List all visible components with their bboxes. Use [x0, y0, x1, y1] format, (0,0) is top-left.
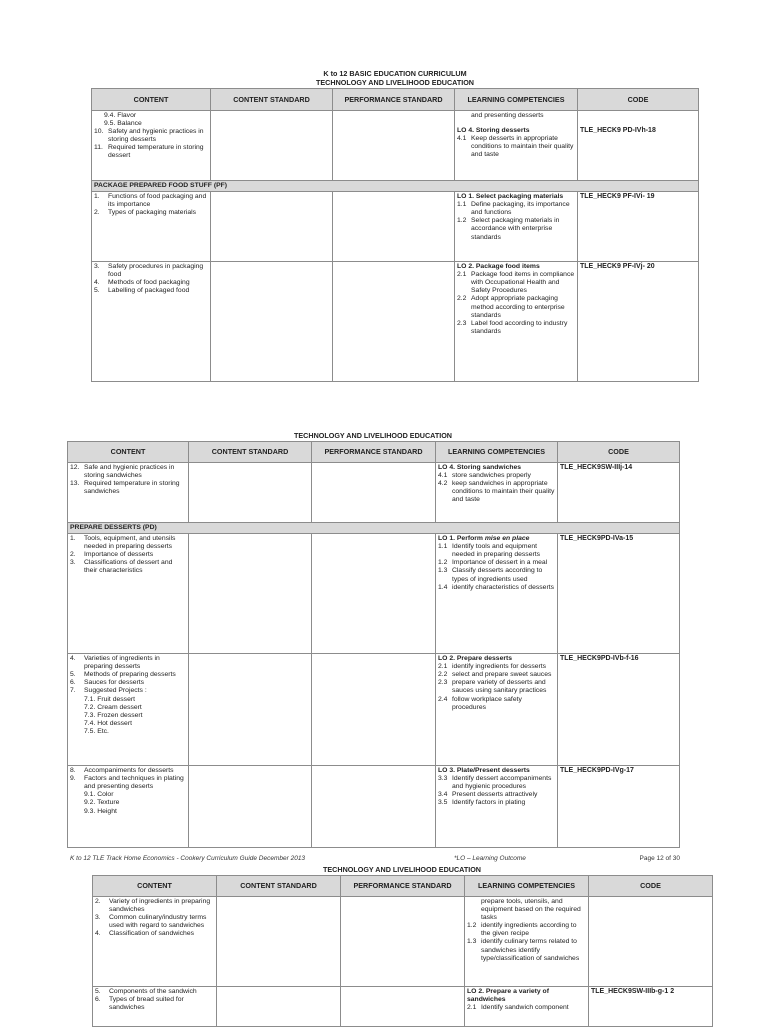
header-content-standard: CONTENT STANDARD [211, 89, 333, 111]
competencies-cell [436, 463, 558, 523]
item-number: 6. [70, 679, 76, 687]
content-standard-cell [189, 766, 312, 848]
item-number: 8. [70, 767, 76, 775]
item-number: 9. [70, 775, 76, 783]
header-content-standard: CONTENT STANDARD [189, 442, 312, 463]
item-number: 2.4 [438, 695, 448, 703]
item-number: 5. [95, 988, 101, 995]
item-number: 1.2 [438, 559, 448, 567]
item-number: 6. [95, 996, 101, 1004]
header-content: CONTENT [93, 876, 217, 897]
competency-code: TLE_HECK9SW-IIIj-14 [560, 464, 633, 471]
competency-item: identify characteristics of desserts [452, 583, 554, 591]
content-item: Safety procedures in packaging food [108, 263, 204, 279]
header-performance-standard: PERFORMANCE STANDARD [341, 876, 465, 897]
subject-title: TECHNOLOGY AND LIVELIHOOD EDUCATION [316, 77, 474, 87]
competency-item: Define packaging, its importance and functions [471, 201, 570, 217]
content-cell [68, 534, 189, 654]
item-number: 1.3 [467, 938, 477, 946]
performance-standard-cell [312, 534, 436, 654]
header-code: CODE [589, 876, 713, 897]
table-row [93, 987, 713, 1027]
table-row [92, 192, 699, 262]
content-standard-cell [217, 987, 341, 1027]
performance-standard-cell [312, 766, 436, 848]
content-standard-cell [189, 654, 312, 766]
item-number: 3.3 [438, 775, 448, 783]
learning-outcome: LO 4. Storing desserts [457, 127, 530, 135]
competency-item: Identify factors in plating [452, 799, 526, 807]
competencies-cell [465, 897, 589, 987]
item-number: 11. [94, 144, 103, 152]
content-item: Common culinary/industry terms used with regard to sandwiches [109, 914, 207, 930]
header-performance-standard: PERFORMANCE STANDARD [312, 442, 436, 463]
competencies-cell [455, 262, 578, 382]
learning-outcome: LO 1. Select packaging materials [457, 193, 564, 201]
item-number: 10. [94, 128, 104, 136]
content-item: Methods of preparing desserts [84, 671, 176, 679]
table-row [68, 463, 680, 523]
header-content: CONTENT [68, 442, 189, 463]
item-number: 4. [94, 279, 100, 287]
item-number: 12. [70, 464, 80, 471]
curriculum-table-1 [91, 88, 699, 382]
table-row [68, 654, 680, 766]
section-row [68, 523, 680, 534]
learning-outcome: LO 4. Storing sandwiches [438, 464, 522, 471]
item-number: 1. [94, 193, 100, 201]
section-row [92, 181, 699, 192]
competency-item: follow workplace safety procedures [452, 695, 522, 711]
competency-continued: prepare tools, utensils, and equipment based on the required tasks [481, 898, 581, 922]
learning-outcome: LO 2. Package food items [457, 263, 540, 271]
item-number: 1. [70, 535, 76, 543]
footer-lo-note: *LO – Learning Outcome [454, 855, 526, 862]
item-number: 2.2 [457, 295, 467, 303]
content-item: Labelling of packaged food [108, 287, 190, 295]
footer-page-number: Page 12 of 30 [639, 855, 680, 862]
table-row [93, 897, 713, 987]
item-number: 3.5 [438, 799, 448, 807]
content-item: Sauces for desserts [84, 679, 145, 687]
page-footer [70, 855, 680, 865]
item-number: 1.1 [438, 543, 448, 551]
item-number: 2.3 [457, 319, 467, 327]
content-cell [68, 463, 189, 523]
content-item: 7.5. Etc. [84, 727, 109, 735]
item-number: 4.1 [457, 135, 467, 143]
content-item: Required temperature in storing sandwiches [84, 480, 180, 496]
curriculum-table-2 [67, 441, 680, 848]
section-title: PACKAGE PREPARED FOOD STUFF (PF) [92, 181, 699, 192]
item-number: 2.2 [438, 671, 448, 679]
subject-title-3: TECHNOLOGY AND LIVELIHOOD EDUCATION [323, 865, 481, 874]
content-item: Importance of desserts [84, 551, 154, 559]
content-item: 9.5. Balance [104, 120, 142, 128]
content-item: 9.1. Color [84, 791, 114, 799]
performance-standard-cell [312, 654, 436, 766]
item-number: 2.3 [438, 679, 448, 687]
content-cell [92, 262, 211, 382]
item-number: 1.3 [438, 567, 448, 575]
content-cell [93, 897, 217, 987]
table-row [68, 534, 680, 654]
item-number: 2. [94, 209, 100, 217]
content-item: Components of the sandwich [109, 988, 197, 995]
item-number: 3.4 [438, 791, 448, 799]
item-number: 5. [94, 287, 100, 295]
item-number: 3. [95, 914, 101, 922]
content-standard-cell [211, 192, 333, 262]
competency-item: Select packaging materials in accordance with enterprise standards [471, 217, 560, 241]
content-item: Required temperature in storing dessert [108, 144, 204, 160]
content-item: 7.2. Cream dessert [84, 703, 142, 711]
content-item: Accompaniments for desserts [84, 767, 174, 775]
competency-code: TLE_HECK9PD-IVa-15 [560, 535, 634, 543]
competency-item: select and prepare sweet sauces [452, 671, 552, 679]
performance-standard-cell [341, 987, 465, 1027]
competency-item: identify ingredients according to the given recipe [481, 922, 577, 938]
footer-guide: K to 12 TLE Track Home Economics - Cookery Curriculum Guide December 2013 [70, 855, 306, 862]
content-item: Tools, equipment, and utensils needed in preparing desserts [84, 535, 176, 551]
performance-standard-cell [312, 463, 436, 523]
competencies-cell [465, 987, 589, 1027]
curriculum-title: K to 12 BASIC EDUCATION CURRICULUM [323, 69, 467, 78]
competency-code: TLE_HECK9PD-IVg-17 [560, 767, 634, 775]
competencies-cell [455, 192, 578, 262]
item-number: 1.4 [438, 583, 448, 591]
content-item: Safety and hygienic practices in storing desserts [108, 128, 204, 144]
header-content: CONTENT [92, 89, 211, 111]
content-cell [68, 654, 189, 766]
content-item: Factors and techniques in plating and presenting deserts [84, 775, 184, 791]
content-item: 9.4. Flavor [104, 112, 137, 119]
content-item: Types of packaging materials [108, 209, 197, 217]
content-standard-cell [211, 111, 333, 181]
code-cell [589, 987, 713, 1027]
competency-item: Identify tools and equipment needed in preparing desserts [452, 543, 541, 559]
item-number: 1.2 [467, 922, 477, 930]
code-cell [589, 897, 713, 987]
item-number: 1.1 [457, 201, 467, 209]
content-cell [68, 766, 189, 848]
competencies-cell [436, 766, 558, 848]
code-cell [558, 766, 680, 848]
item-number: 13. [70, 480, 80, 488]
competency-code: TLE_HECK9 PF-IVj- 20 [580, 263, 655, 271]
item-number: 4.2 [438, 480, 448, 488]
content-item: Types of bread suited for sandwiches [109, 996, 184, 1012]
content-item: Varieties of ingredients in preparing desserts [84, 655, 160, 671]
header-learning-competencies: LEARNING COMPETENCIES [465, 876, 589, 897]
code-cell [558, 463, 680, 523]
header-code: CODE [578, 89, 699, 111]
competency-item: Package food items in compliance with Occupational Health and Safety Procedures [471, 271, 575, 295]
competency-item: prepare variety of desserts and sauces using sanitary practices [452, 679, 547, 695]
content-cell [93, 987, 217, 1027]
header-performance-standard: PERFORMANCE STANDARD [333, 89, 455, 111]
learning-outcome: LO 2. Prepare desserts [438, 655, 513, 663]
item-number: 5. [70, 671, 76, 679]
item-number: 4. [70, 655, 76, 663]
competency-item: Keep desserts in appropriate conditions to maintain their quality and taste [471, 135, 574, 159]
item-number: 2.1 [467, 1004, 477, 1012]
content-item: Classification of sandwiches [109, 930, 195, 938]
competency-item: identify culinary terms related to sandwiches identify type/classification of sandwiches [481, 938, 580, 962]
code-cell [578, 111, 699, 181]
code-cell [558, 534, 680, 654]
item-number: 2. [95, 898, 101, 905]
curriculum-table-3 [92, 875, 713, 1027]
content-item: Suggested Projects : [84, 687, 147, 695]
content-item: Methods of food packaging [108, 279, 190, 287]
code-cell [578, 262, 699, 382]
header-content-standard: CONTENT STANDARD [217, 876, 341, 897]
competency-item: Identify dessert accompaniments and hygienic procedures [452, 775, 552, 791]
header-learning-competencies: LEARNING COMPETENCIES [436, 442, 558, 463]
table-row [92, 262, 699, 382]
competency-item: Adopt appropriate packaging method according to enterprise standards [471, 295, 565, 319]
code-cell [578, 192, 699, 262]
table-row [68, 766, 680, 848]
performance-standard-cell [341, 897, 465, 987]
competency-item: identify ingredients for desserts [452, 663, 547, 671]
competencies-cell [436, 534, 558, 654]
content-item: Variety of ingredients in preparing sandwiches [109, 898, 211, 914]
learning-outcome: LO 1. Perform [438, 535, 483, 543]
competency-item: Importance of dessert in a meal [452, 559, 548, 567]
content-item: 7.4. Hot dessert [84, 719, 132, 727]
competency-code: TLE_HECK9 PD-IVh-18 [580, 127, 656, 134]
performance-standard-cell [333, 111, 455, 181]
content-item: 7.1. Fruit dessert [84, 695, 135, 703]
content-item: Functions of food packaging and its importance [108, 193, 207, 209]
content-standard-cell [217, 897, 341, 987]
item-number: 4. [95, 930, 101, 938]
competency-item: keep sandwiches in appropriate conditions to maintain their quality and taste [452, 480, 555, 504]
content-standard-cell [211, 262, 333, 382]
competency-item: Identify sandwich component [481, 1004, 569, 1012]
content-item: 9.3. Height [84, 807, 117, 815]
competency-item: Present desserts attractively [452, 791, 538, 799]
competency-code: TLE_HECK9 PF-IVi- 19 [580, 193, 655, 201]
subject-title-2: TECHNOLOGY AND LIVELIHOOD EDUCATION [294, 431, 452, 440]
item-number: 2.1 [438, 663, 448, 671]
competency-item: Label food according to industry standards [471, 319, 568, 335]
competency-code: TLE_HECK9PD-IVb-f-16 [560, 655, 639, 663]
section-title: PREPARE DESSERTS (PD) [68, 523, 680, 534]
content-item: Classifications of dessert and their characteristics [84, 559, 173, 575]
content-standard-cell [189, 534, 312, 654]
doc-title [92, 70, 698, 87]
content-item: 7.3. Frozen dessert [84, 711, 143, 719]
table-row [92, 111, 699, 181]
competency-code: TLE_HECK9SW-IIIb-g-1 2 [591, 988, 675, 995]
item-number: 3. [70, 559, 76, 567]
item-number: 4.1 [438, 472, 448, 480]
item-number: 2. [70, 551, 76, 559]
header-code: CODE [558, 442, 680, 463]
content-standard-cell [189, 463, 312, 523]
competency-continued: and presenting desserts [471, 112, 544, 119]
performance-standard-cell [333, 262, 455, 382]
content-cell [92, 192, 211, 262]
learning-outcome: LO 2. Prepare a variety of sandwiches [467, 988, 549, 1004]
item-number: 7. [70, 687, 76, 695]
competency-item: Classify desserts according to types of ingredients used [452, 567, 543, 583]
content-item: 9.2. Texture [84, 799, 120, 807]
learning-outcome: LO 3. Plate/Present desserts [438, 767, 530, 775]
performance-standard-cell [333, 192, 455, 262]
learning-outcome-italic: mise en place [484, 535, 530, 543]
content-item: Safe and hygienic practices in storing sandwiches [84, 464, 175, 480]
code-cell [558, 654, 680, 766]
item-number: 1.2 [457, 217, 467, 225]
content-cell [92, 111, 211, 181]
item-number: 2.1 [457, 271, 467, 279]
competency-item: store sandwiches properly [452, 472, 531, 480]
header-learning-competencies: LEARNING COMPETENCIES [455, 89, 578, 111]
item-number: 3. [94, 263, 100, 271]
competencies-cell [436, 654, 558, 766]
competencies-cell [455, 111, 578, 181]
